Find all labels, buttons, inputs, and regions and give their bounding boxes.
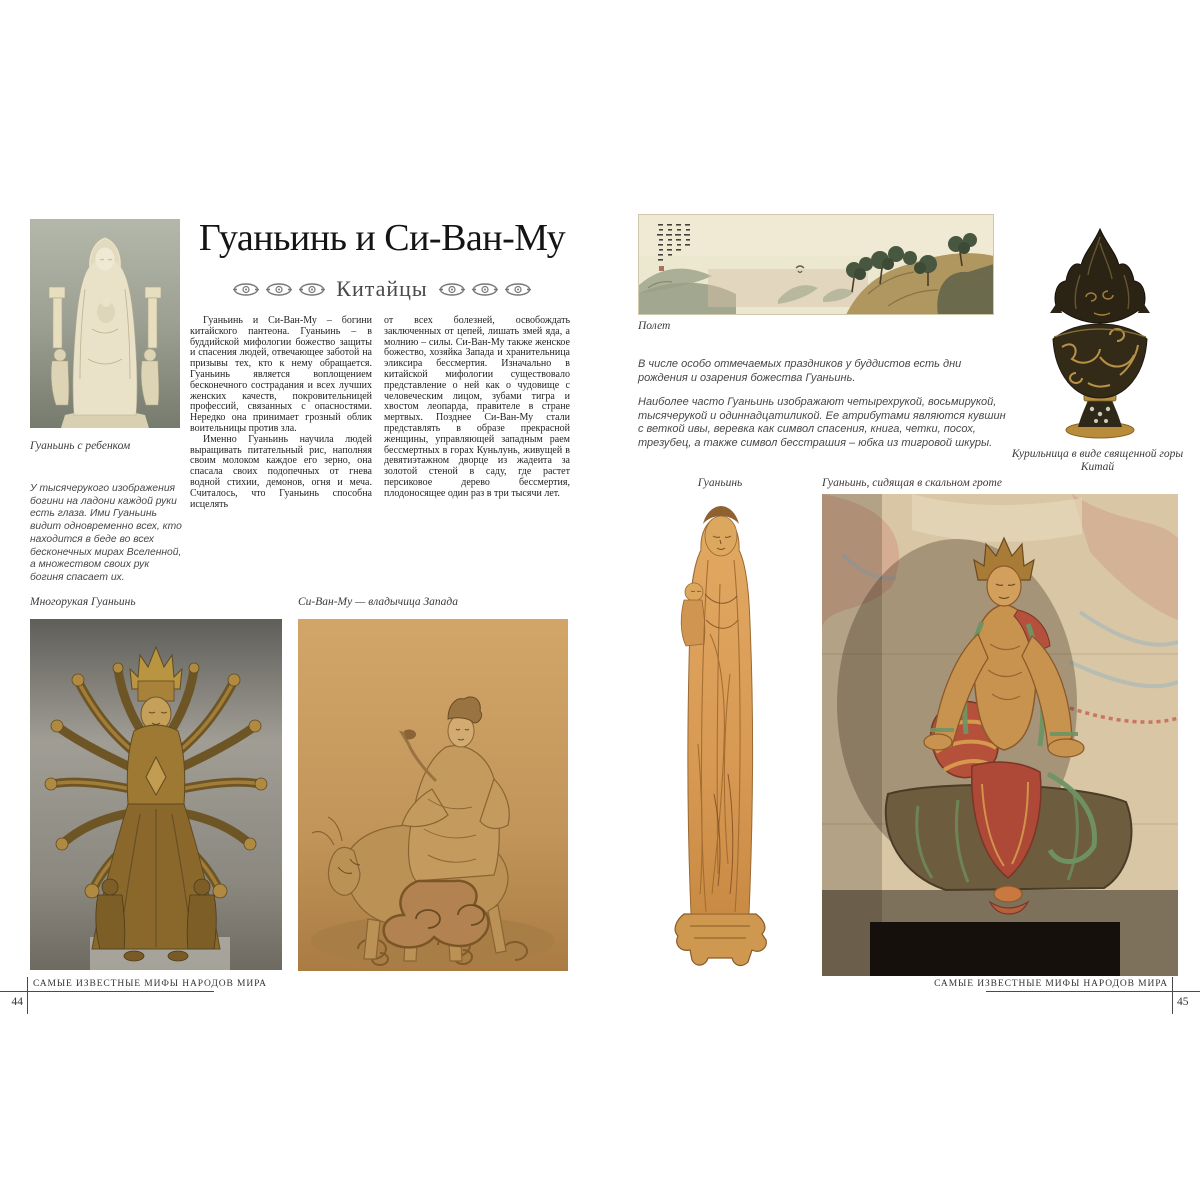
page-title: Гуаньинь и Си-Ван-Му — [198, 217, 566, 259]
incense-burner-illustration — [1040, 217, 1160, 441]
holidays-note: В числе особо отмечаемых праздников у буддистов есть дни рождения и озарения божества Гуаньинь. — [638, 358, 962, 384]
caption-guanyin-grotto: Гуаньинь, сидящая в скальном гроте — [822, 477, 1002, 489]
caption-siwanmu: Си-Ван-Му — владычица Запада — [298, 596, 458, 608]
caption-guanyin-with-child: Гуаньинь с ребенком — [30, 440, 131, 452]
body-paragraph: Гуаньинь и Си-Ван-Му – богини китайского пантеона. Гуаньинь – в буддийской мифологии божество защиты и спасения людей, отвечающее заботой на призывы тех, кто к нему обращается. Гуаньинь является воплощением бесконечного сострадания и всех лучших женских качеств, покровительницей профессий, связанных с опасностями. Нередко она принимает грозный облик воительницы против зла. — [190, 315, 372, 434]
page-number-right: 45 — [1177, 996, 1189, 1008]
body-column-2 — [384, 316, 570, 500]
sidebar-note: У тысячерукого изображения богини на ладони каждой руки есть глаза. Ими Гуаньинь видит одновременно всех, кто находится в беде во всех бесконечных мирах Вселенной, а множеством своих рук богиня спасает их. — [30, 483, 182, 583]
caption-incense-burner: Курильница в виде священной горы Китай — [1011, 448, 1184, 473]
running-title-right: САМЫЕ ИЗВЕСТНЫЕ МИФЫ НАРОДОВ МИРА — [934, 979, 1168, 989]
page-right — [600, 0, 1200, 1200]
footer-divider-left — [27, 977, 28, 1014]
running-title-left: САМЫЕ ИЗВЕСТНЫЕ МИФЫ НАРОДОВ МИРА — [33, 979, 267, 989]
guanyin-with-child-illustration — [30, 219, 180, 428]
photo-flight-painting — [638, 214, 994, 315]
attributes-note: Наиболее часто Гуаньинь изображают четырехрукой, восьмирукой, тысячерукой и одиннадцатиликой. Ее атрибутами являются кувшин с веткой ивы, веревка как символ спасения, книга, четки, посох, трезубец, а также символ бесстрашия – юбка из тигровой шкуры. — [638, 396, 1006, 449]
siwanmu-illustration — [298, 619, 568, 971]
cartouche-ornament-icon — [505, 283, 531, 296]
guanyin-grotto-illustration — [822, 494, 1178, 976]
body-column-1 — [190, 316, 372, 510]
photo-siwanmu — [298, 619, 568, 971]
caption-guanyin-statue: Гуаньинь — [697, 477, 743, 489]
body-paragraph: от всех болезней, освобождать заключенных от цепей, лишать змей яда, а молнию – силы. Си-Ван-Му также женское божество, хозяйка Запада и хранительница эликсира бессмертия. Изначально в китайской мифологии существовало представление о ней как о чудовище с человеческим лицом, зубами тигра и хвостом леопарда, правителе в стране мертвых. Позднее Си-Ван-Му стали представлять в образе прекрасной женщины, управляющей западным раем бессмертных в горах Куньлунь, живущей в девятиэтажном дворце из жадеита за золотой стеной в саду, где растет персиковое дерево бессмертия, плодоносящее один раз в три тысячи лет. — [384, 315, 570, 499]
footer-divider-right — [1172, 977, 1173, 1014]
cartouche-ornament-icon — [439, 283, 465, 296]
many-armed-guanyin-illustration — [30, 619, 282, 970]
cartouche-ornament-icon — [472, 283, 498, 296]
page-subtitle: Китайцы — [336, 276, 428, 301]
photo-many-armed-guanyin — [30, 619, 282, 970]
page-number-left: 44 — [11, 996, 23, 1008]
photo-guanyin-with-child — [30, 219, 180, 428]
footer-rule-left — [0, 991, 214, 992]
photo-guanyin-grotto — [822, 494, 1178, 976]
photo-guanyin-statue — [650, 494, 790, 976]
caption-flight: Полет — [638, 320, 671, 332]
photo-incense-burner — [1040, 217, 1160, 441]
flight-painting-illustration — [638, 214, 994, 315]
body-paragraph: Именно Гуаньинь научила людей выращивать питательный рис, наполняя своим молоком каждое его зерно, она спасала своих подопечных от гнева водной стихии, демонов, огня и меча. Считалось, что Гуаньинь способна исцелять — [190, 433, 372, 510]
cartouche-ornament-icon — [233, 283, 259, 296]
caption-many-armed-guanyin: Многорукая Гуаньинь — [30, 596, 136, 608]
guanyin-statue-illustration — [650, 494, 790, 976]
cartouche-ornament-icon — [266, 283, 292, 296]
cartouche-ornament-icon — [299, 283, 325, 296]
footer-rule-right — [986, 991, 1200, 992]
subtitle-row — [186, 276, 578, 302]
